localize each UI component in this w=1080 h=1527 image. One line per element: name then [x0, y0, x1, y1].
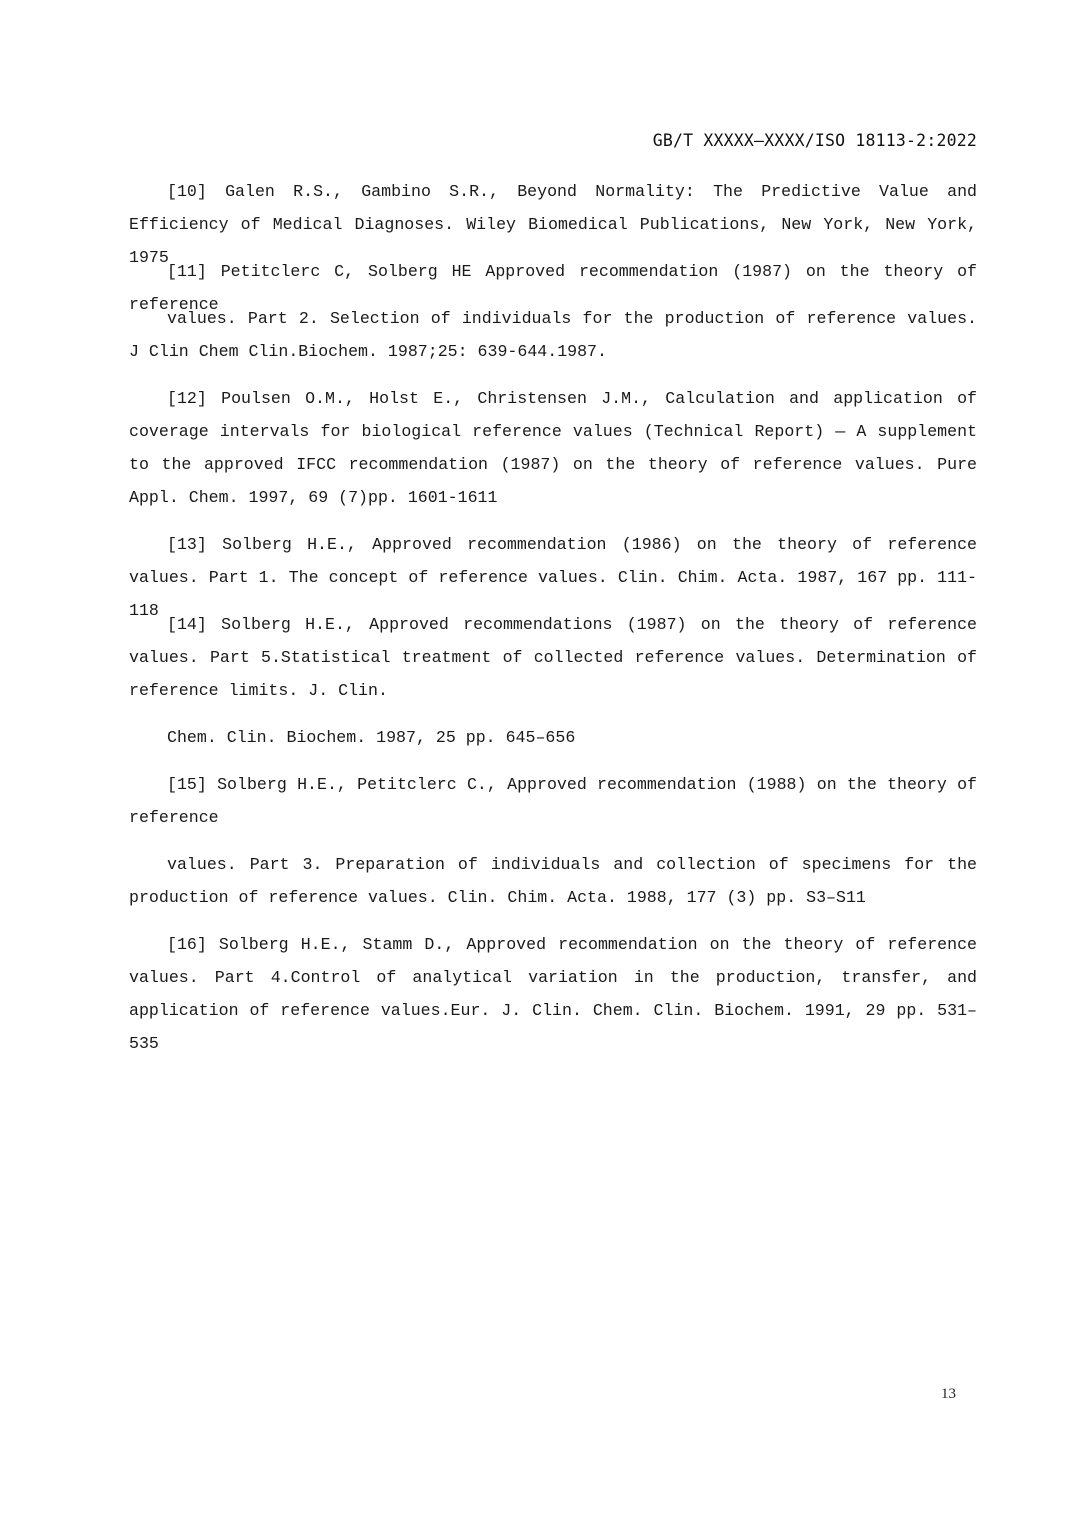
reference-10: [10] Galen R.S., Gambino S.R., Beyond Normality: The Predictive Value and Efficiency of Medical Diagnoses. Wiley Biomedical Publications, New York, New York, 1975: [129, 182, 977, 267]
reference-14: [14] Solberg H.E., Approved recommendations (1987) on the theory of reference values. Part 5.Statistical treatment of collected reference values. Determination of reference limits. J. Clin.: [129, 615, 977, 700]
reference-11-continuation: values. Part 2. Selection of individuals for the production of reference values. J Clin Chem Clin.Biochem. 1987;25: 639-644.1987.: [129, 309, 977, 361]
reference-16: [16] Solberg H.E., Stamm D., Approved recommendation on the theory of reference values. Part 4.Control of analytical variation in the production, transfer, and application of reference values.Eur. J. Clin. Chem. Clin. Biochem. 1991, 29 pp. 531–535: [129, 935, 977, 1053]
reference-14-continuation: Chem. Clin. Biochem. 1987, 25 pp. 645–656: [167, 728, 576, 747]
reference-13: [13] Solberg H.E., Approved recommendation (1986) on the theory of reference values. Part 1. The concept of reference values. Clin. Chim. Acta. 1987, 167 pp. 111-118: [129, 535, 977, 620]
page-number: 13: [941, 1386, 956, 1402]
reference-12: [12] Poulsen O.M., Holst E., Christensen J.M., Calculation and application of coverage intervals for biological reference values (Technical Report) — A supplement to the approved IFCC recommendation (1987) on the theory of reference values. Pure Appl. Chem. 1997, 69 (7)pp. 1601-1611: [129, 389, 977, 507]
reference-11-line1: [11] Petitclerc C, Solberg HE Approved recommendation (1987) on the theory of reference: [129, 262, 977, 314]
reference-15-continuation: values. Part 3. Preparation of individuals and collection of specimens for the production of reference values. Clin. Chim. Acta. 1988, 177 (3) pp. S3–S11: [129, 855, 977, 907]
standard-code-header: GB/T XXXXX—XXXX/ISO 18113-2:2022: [652, 131, 977, 150]
reference-15: [15] Solberg H.E., Petitclerc C., Approved recommendation (1988) on the theory of reference: [129, 775, 977, 827]
